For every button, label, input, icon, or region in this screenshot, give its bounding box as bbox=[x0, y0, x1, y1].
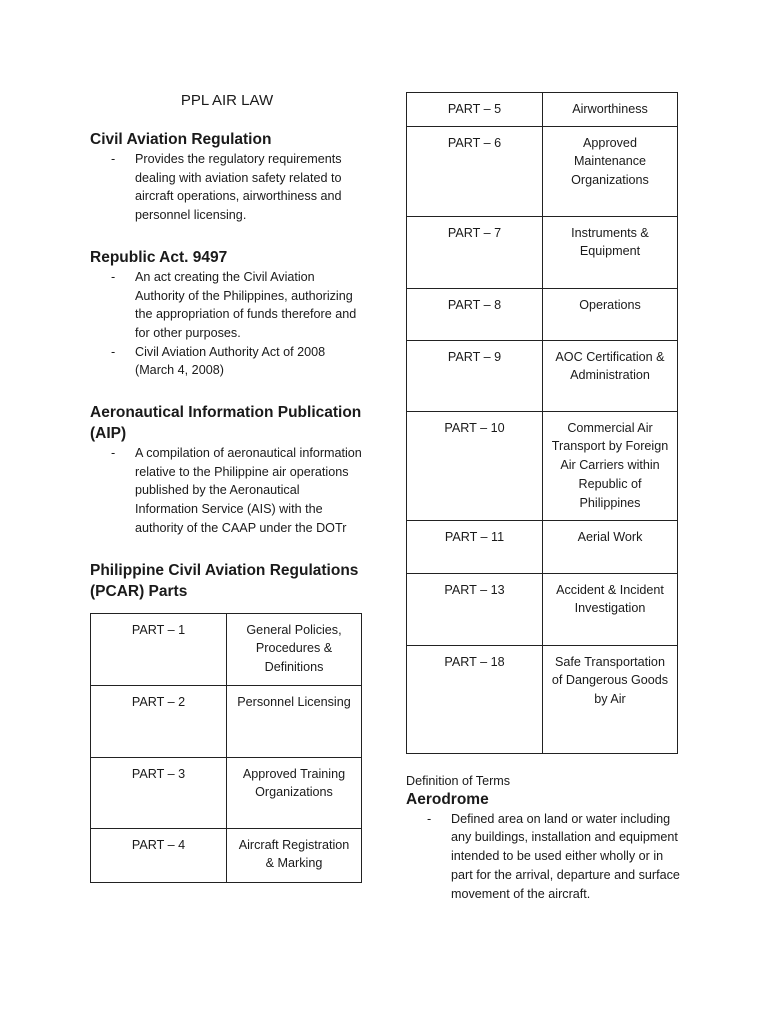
part-number-cell: PART – 4 bbox=[91, 828, 227, 882]
part-description-cell: Safe Transportation of Dangerous Goods by Air bbox=[543, 645, 678, 753]
part-description-cell: Personnel Licensing bbox=[227, 685, 362, 757]
table-row bbox=[407, 645, 678, 753]
definitions-label: Definition of Terms bbox=[406, 773, 511, 788]
part-description-cell: Approved Maintenance Organizations bbox=[543, 126, 678, 216]
part-number-cell: PART – 9 bbox=[407, 340, 543, 411]
part-number-cell: PART – 8 bbox=[407, 288, 543, 340]
table-row bbox=[407, 411, 678, 520]
left-column bbox=[90, 92, 364, 883]
part-number-cell: PART – 18 bbox=[407, 645, 543, 753]
list-item: - Provides the regulatory requirements dealing with aviation safety related to aircraft operations, airworthiness and personnel licensing. bbox=[111, 152, 342, 223]
document-title: PPL AIR LAW bbox=[180, 92, 274, 109]
list-item: - Defined area on land or water including any buildings, installation and equipment intended to be used either wholly or in part for the arrival, departure and surface movement of the aircraft. bbox=[427, 811, 680, 901]
bullet-list bbox=[406, 810, 680, 904]
part-number-cell: PART – 3 bbox=[91, 757, 227, 828]
section-heading-aip: Aeronautical Information Publication (AIP) bbox=[90, 404, 362, 443]
table-row bbox=[407, 288, 678, 340]
right-column bbox=[406, 92, 680, 915]
section-heading-civil-aviation-regulation: Civil Aviation Regulation bbox=[90, 131, 272, 148]
part-description-cell: Aerial Work bbox=[543, 520, 678, 573]
part-number-cell: PART – 11 bbox=[407, 520, 543, 573]
part-description-cell: AOC Certification & Administration bbox=[543, 340, 678, 411]
table-row bbox=[407, 126, 678, 216]
part-number-cell: PART – 5 bbox=[407, 93, 543, 127]
pcar-table-left bbox=[90, 613, 362, 883]
section-heading-republic-act: Republic Act. 9497 bbox=[90, 248, 228, 266]
part-description-cell: Instruments & Equipment bbox=[543, 216, 678, 288]
term-heading-aerodrome: Aerodrome bbox=[406, 790, 489, 808]
table-row bbox=[91, 828, 362, 882]
list-item: - Civil Aviation Authority Act of 2008 (March 4, 2008) bbox=[111, 344, 326, 378]
table-row bbox=[91, 757, 362, 828]
part-description-cell: Airworthiness bbox=[543, 93, 678, 127]
part-number-cell: PART – 7 bbox=[407, 216, 543, 288]
table-row bbox=[91, 685, 362, 757]
pcar-table-right bbox=[406, 92, 678, 754]
bullet-list bbox=[90, 444, 364, 538]
list-item: - An act creating the Civil Aviation Authority of the Philippines, authorizing the appropriation of funds therefore and for other purposes. bbox=[111, 269, 357, 340]
part-description-cell: Operations bbox=[543, 288, 678, 340]
table-row bbox=[91, 613, 362, 685]
part-description-cell: Accident & Incident Investigation bbox=[543, 573, 678, 645]
part-number-cell: PART – 10 bbox=[407, 411, 543, 520]
table-row bbox=[407, 340, 678, 411]
part-number-cell: PART – 1 bbox=[91, 613, 227, 685]
part-description-cell: Approved Training Organizations bbox=[227, 757, 362, 828]
part-description-cell: Aircraft Registration & Marking bbox=[227, 828, 362, 882]
part-number-cell: PART – 6 bbox=[407, 126, 543, 216]
bullet-list bbox=[90, 268, 364, 380]
list-item: - A compilation of aeronautical information relative to the Philippine air operations published by the Aeronautical Information Service (AIS) with the authority of the CAAP under the DOTr bbox=[111, 446, 362, 535]
table-row bbox=[407, 216, 678, 288]
table-row bbox=[407, 520, 678, 573]
part-description-cell: Commercial Air Transport by Foreign Air Carriers within Republic of Philippines bbox=[543, 411, 678, 520]
part-description-cell: General Policies, Procedures & Definitions bbox=[227, 613, 362, 685]
bullet-list bbox=[90, 150, 364, 225]
part-number-cell: PART – 2 bbox=[91, 685, 227, 757]
part-number-cell: PART – 13 bbox=[407, 573, 543, 645]
section-heading-pcar-parts: Philippine Civil Aviation Regulations (PCAR) Parts bbox=[90, 561, 359, 600]
table-row bbox=[407, 573, 678, 645]
table-row bbox=[407, 93, 678, 127]
